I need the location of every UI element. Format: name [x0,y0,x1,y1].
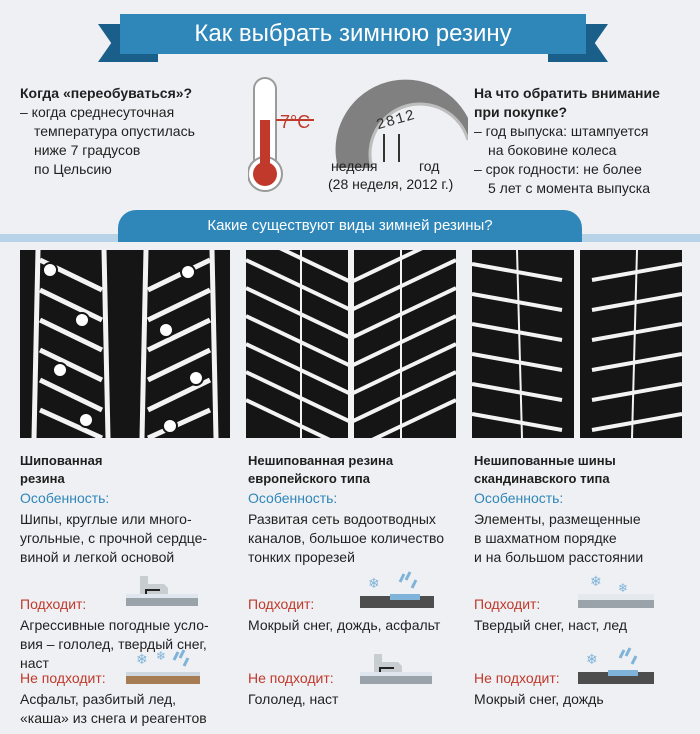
feature-text: угольные, с прочной сердце- [20,530,208,546]
feature-text: виной и легкой основой [20,549,175,565]
feature-text: в шахматном порядке [474,530,617,546]
feature-text: Шипы, круглые или много- [20,511,192,527]
unfit-text: Гололед, наст [248,691,339,707]
year-label: год [419,158,440,174]
when-block [20,84,240,179]
unfit-label: Не подходит: [20,670,106,686]
feature-label: Особенность: [20,490,110,506]
when-line: – когда среднесуточная [20,104,175,120]
feature-label: Особенность: [248,490,338,506]
attention-heading: На что обратить внимание [474,85,660,101]
unfit-text: Мокрый снег, дождь [474,691,604,707]
unfit-text: «каша» из снега и реагентов [20,710,207,726]
when-line: температура опустилась [34,123,195,139]
ice-road-icon [360,648,432,684]
unfit-label: Не подходит: [474,670,560,686]
icy-road-icon [126,570,198,606]
fits-text: Агрессивные погодные усло- [20,617,209,633]
temperature-label: 7°C [280,112,311,132]
week-label: неделя [331,158,378,174]
european-tread-image [246,250,456,438]
attention-line: – год выпуска: штампуется [474,123,649,139]
svg-text:❄: ❄ [156,649,167,663]
svg-text:❄: ❄ [590,574,602,590]
attention-line: – срок годности: не более [474,161,642,177]
when-heading: Когда «переобуваться»? [20,85,193,101]
wet-snow-road-icon [578,646,654,684]
tire-example: (28 неделя, 2012 г.) [328,176,454,192]
page-title: Как выбрать зимнюю резину [120,14,586,54]
column-european [248,452,468,567]
attention-line: 5 лет с момента выпуска [488,180,650,196]
column-studded [20,452,240,567]
attention-line: на боковине колеса [488,142,617,158]
tire-code: 2812 [374,106,418,135]
svg-text:❄: ❄ [586,652,598,668]
svg-text:❄: ❄ [136,652,148,668]
tire-pointer-week [383,134,385,162]
column-title: скандинавского типа [474,471,610,486]
studded-tread-image [20,250,230,438]
fits-text: наст [20,655,49,671]
attention-block [474,84,694,198]
attention-heading: при покупке? [474,104,568,120]
wet-snow-road-icon [360,570,434,608]
feature-text: тонких прорезей [248,549,355,565]
fits-text: Твердый снег, наст, лед [474,617,628,633]
title-ribbon [98,14,608,64]
column-title: резина [20,471,65,486]
tire-pointer-year [398,134,400,162]
column-title: европейского типа [248,471,370,486]
feature-text: каналов, большое количество [248,530,445,546]
column-scandinavian [474,452,694,567]
when-line: по Цельсию [34,161,112,177]
unfit-label: Не подходит: [248,670,334,686]
feature-text: и на большом расстоянии [474,549,644,565]
section-title: Какие существуют виды зимней резины? [118,210,582,242]
scandinavian-tread-image [472,250,682,438]
column-title: Шипованная [20,453,103,468]
fits-text: вия – гололед, твердый снег, [20,636,207,652]
column-title: Нешипованная резина [248,453,394,468]
feature-text: Элементы, размещенные [474,511,641,527]
feature-text: Развитая сеть водоотводных [248,511,436,527]
thermometer-icon [248,76,318,196]
when-line: ниже 7 градусов [34,142,141,158]
fits-label: Подходит: [248,596,315,612]
hard-snow-road-icon [578,570,654,608]
fits-text: Мокрый снег, дождь, асфальт [248,617,441,633]
slush-road-icon [126,646,200,684]
feature-label: Особенность: [474,490,564,506]
fits-label: Подходит: [474,596,541,612]
fits-label: Подходит: [20,596,87,612]
column-title: Нешипованные шины [474,453,616,468]
svg-text:❄: ❄ [618,581,629,595]
unfit-text: Асфальт, разбитый лед, [20,691,177,707]
unfit-block [20,690,250,728]
svg-text:❄: ❄ [368,576,380,592]
